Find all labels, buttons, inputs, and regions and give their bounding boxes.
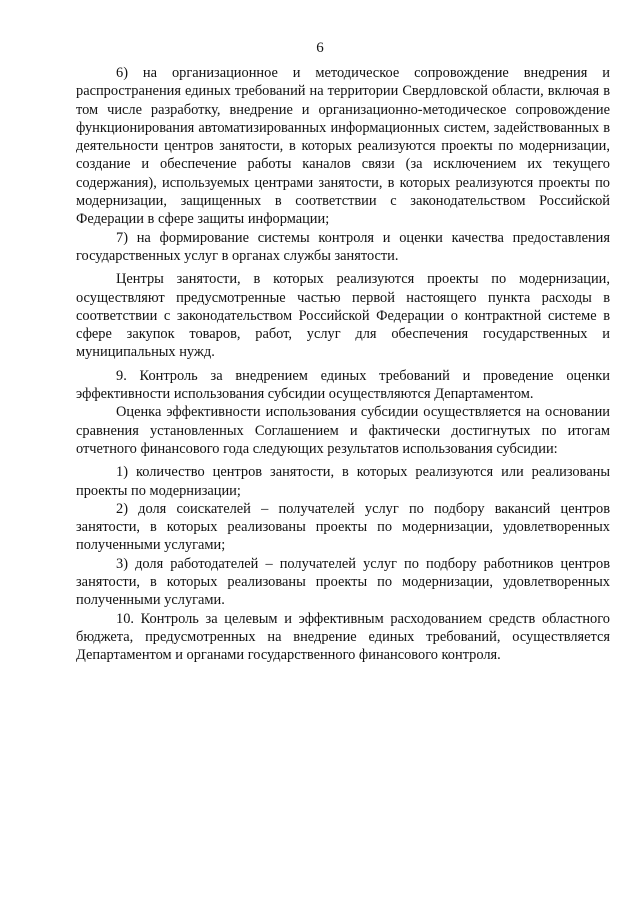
paragraph-result-3: 3) доля работодателей – получателей услуг по подбору работников центров занятости, в которых реализованы проекты по модернизации, удовлетворенных полученными услугами. bbox=[76, 555, 610, 609]
page-number: 6 bbox=[316, 40, 324, 56]
paragraph-section-9: 9. Контроль за внедрением единых требований и проведение оценки эффективности использования субсидии осуществляются Департаментом. bbox=[76, 367, 610, 403]
paragraph-item-7: 7) на формирование системы контроля и оценки качества предоставления государственных услуг в органах службы занятости. bbox=[76, 229, 610, 264]
paragraph-result-1: 1) количество центров занятости, в которых реализуются или реализованы проекты по модернизации; bbox=[76, 464, 610, 499]
paragraph-employment-centers: Центры занятости, в которых реализуются проекты по модернизации, осуществляют предусмотренные частью первой настоящего пункта расходы в соответствии с законодательством Российской Федерации о контрактной системе в сфере закупок товаров, работ, услуг для обеспечения государственных и муниципальных нужд. bbox=[76, 271, 610, 361]
paragraph-item-6: 6) на организационное и методическое сопровождение внедрения и распространения единых требований на территории Свердловской области, включая в том числе разработку, внедрение и организационно-методическое сопровождение функционирования автоматизированных информационных систем, задействованных в деятельности центров занятости, в которых реализуются проекты по модернизации, создание и обеспечение работы каналов связи (за исключением их текущего содержания), используемых центрами занятости, в которых реализуются проекты по модернизации, защищенных в соответствии с законодательством Российской Федерации в сфере защиты информации; bbox=[76, 65, 610, 228]
paragraph-section-10: 10. Контроль за целевым и эффективным расходованием средств областного бюджета, предусмотренных на внедрение единых требований, осуществляется Департаментом и органами государственного финансового контроля. bbox=[76, 610, 610, 664]
document-body bbox=[76, 64, 610, 665]
paragraph-evaluation: Оценка эффективности использования субсидии осуществляется на основании сравнения установленных Соглашением и фактически достигнутых по итогам отчетного финансового года следующих результатов использования субсидии: bbox=[76, 404, 610, 457]
paragraph-result-2: 2) доля соискателей – получателей услуг по подбору вакансий центров занятости, в которых реализованы проекты по модернизации, удовлетворенных полученными услугами; bbox=[76, 500, 610, 554]
